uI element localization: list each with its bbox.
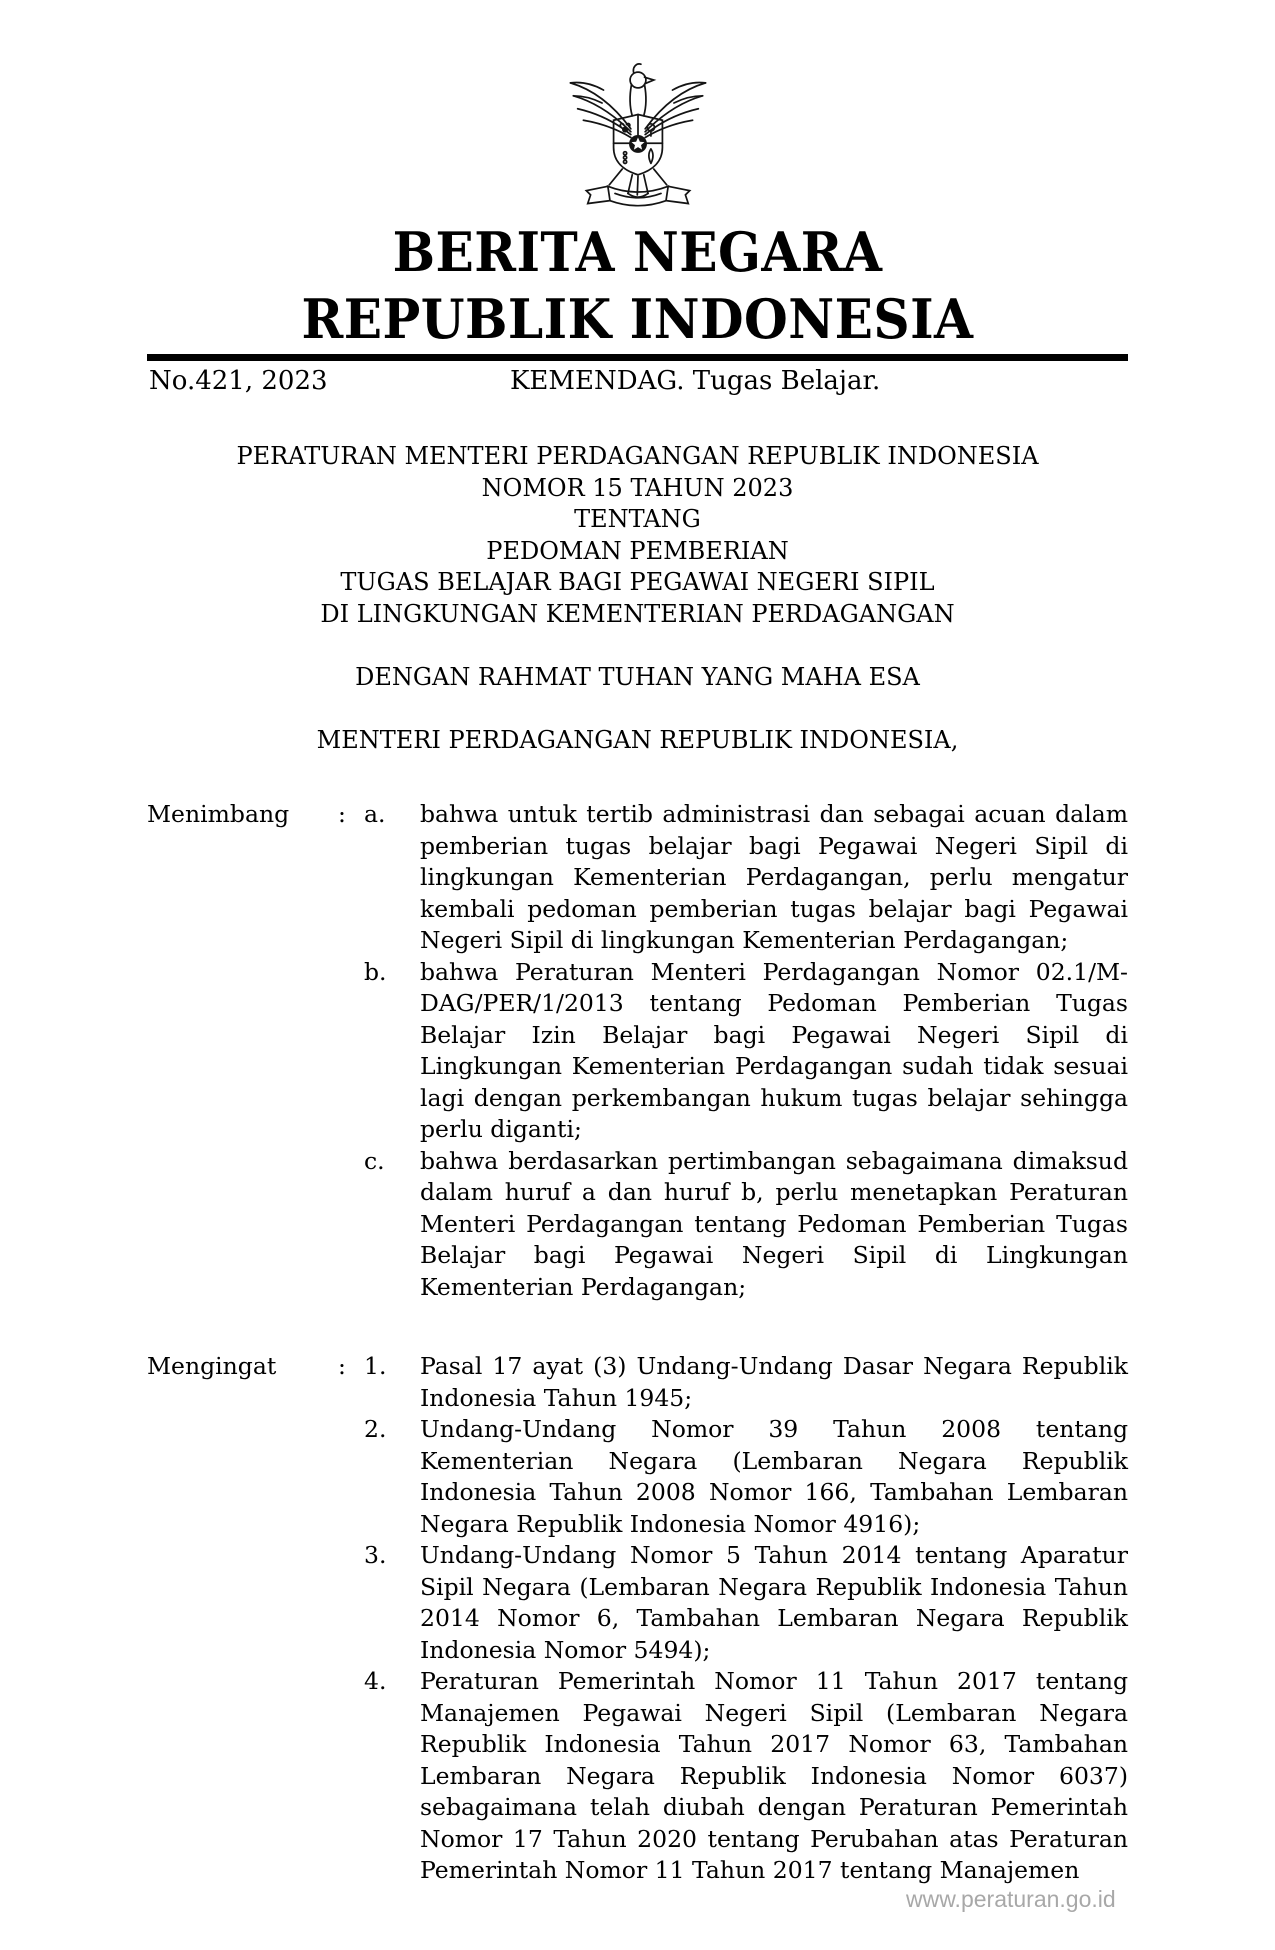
source-url-watermark: www.peraturan.go.id (906, 1886, 1116, 1912)
regulation-number-line: NOMOR 15 TAHUN 2023 (481, 473, 794, 502)
legal-basis-marker: 3. (364, 1541, 387, 1569)
garuda-pancasila-emblem (559, 46, 717, 216)
legal-basis-text: Undang-Undang Nomor 39 Tahun 2008 tentang Kementerian Negara (Lembaran Negara Republik Indonesia Tahun 2008 Nomor 166, Tambahan Lembaran Negara Republik Indonesia Nomor 4916); (420, 1415, 1128, 1538)
consideration-marker: c. (364, 1146, 385, 1175)
gazette-title-line2: REPUBLIK INDONESIA (301, 287, 974, 351)
regulation-tentang-line: TENTANG (574, 505, 701, 533)
regulation-subject-line1: PEDOMAN PEMBERIAN (486, 536, 789, 565)
regulation-title-line: PERATURAN MENTERI PERDAGANGAN REPUBLIK INDONESIA (236, 442, 1039, 470)
consideration-marker: a. (364, 800, 386, 828)
consideration-text: bahwa Peraturan Menteri Perdagangan Nomor 02.1/M-DAG/PER/1/2013 tentang Pedoman Pemberian Tugas Belajar Izin Belajar bagi Pegawai Negeri Sipil di Lingkungan Kementerian Perdagangan sudah tidak sesuai lagi dengan perkembangan hukum tugas belajar sehingga perlu diganti; (420, 957, 1128, 1143)
gazette-title-line1: BERITA NEGARA (392, 220, 883, 284)
legal-basis-text: Undang-Undang Nomor 5 Tahun 2014 tentang Aparatur Sipil Negara (Lembaran Negara Republik Indonesia Tahun 2014 Nomor 6, Tambahan Lembaran Negara Republik Indonesia Nomor 5494); (420, 1541, 1128, 1664)
consideration-text: bahwa untuk tertib administrasi dan sebagai acuan dalam pemberian tugas belajar bagi Pegawai Negeri Sipil di lingkungan Kementerian Perdagangan, perlu mengatur kembali pedoman pemberian tugas belajar bagi Pegawai Negeri Sipil di lingkungan Kementerian Perdagangan; (420, 800, 1128, 954)
consideration-marker: b. (364, 957, 387, 986)
legal-basis-label: Mengingat (147, 1352, 277, 1380)
consideration-text: bahwa berdasarkan pertimbangan sebagaimana dimaksud dalam huruf a dan huruf b, perlu menetapkan Peraturan Menteri Perdagangan tentang Pedoman Pemberian Tugas Belajar bagi Pegawai Negeri Sipil di Lingkungan Kementerian Perdagangan; (420, 1146, 1128, 1301)
regulation-title-block (147, 441, 1128, 756)
invocation-line: DENGAN RAHMAT TUHAN YANG MAHA ESA (355, 662, 920, 691)
considerations-section (147, 799, 1128, 1303)
legal-basis-marker: 1. (364, 1352, 387, 1380)
legal-basis-text: Peraturan Pemerintah Nomor 11 Tahun 2017 tentang Manajemen Pegawai Negeri Sipil (Lembaran Negara Republik Indonesia Tahun 2017 Nomor 63, Tambahan Lembaran Negara Republik Indonesia Nomor 6037) sebagaimana telah diubah dengan Peraturan Pemerintah Nomor 17 Tahun 2020 tentang Perubahan atas Peraturan Pemerintah Nomor 11 Tahun 2017 tentang Manajemen (420, 1667, 1128, 1884)
legal-basis-section (147, 1351, 1128, 1887)
gazette-subject: KEMENDAG. Tugas Belajar. (510, 366, 881, 396)
considerations-colon: : (338, 800, 346, 828)
garuda-icon (559, 46, 717, 216)
gazette-number: No.421, 2023 (149, 366, 328, 396)
legal-basis-colon: : (338, 1352, 346, 1380)
officiant-line: MENTERI PERDAGANGAN REPUBLIK INDONESIA, (316, 725, 959, 754)
regulation-subject-line3: DI LINGKUNGAN KEMENTERIAN PERDAGANGAN (320, 599, 955, 628)
gazette-meta-row (147, 366, 1128, 400)
masthead-rule (147, 354, 1128, 361)
legal-basis-text: Pasal 17 ayat (3) Undang-Undang Dasar Negara Republik Indonesia Tahun 1945; (420, 1352, 1128, 1412)
regulation-subject-line2: TUGAS BELAJAR BAGI PEGAWAI NEGERI SIPIL (340, 568, 935, 596)
legal-basis-marker: 4. (364, 1667, 387, 1695)
legal-basis-marker: 2. (364, 1415, 387, 1443)
considerations-label: Menimbang (147, 800, 290, 828)
